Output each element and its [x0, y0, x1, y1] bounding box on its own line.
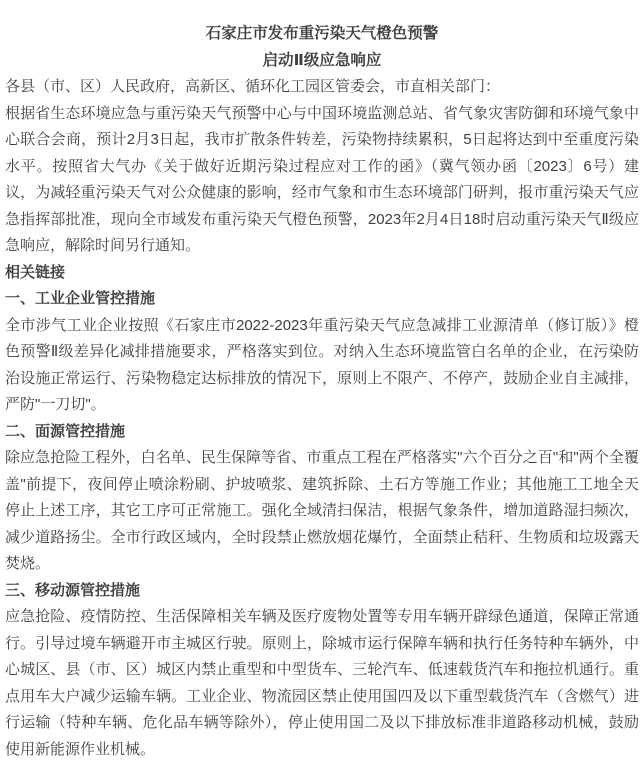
section-3-heading: 三、移动源管控措施: [5, 581, 141, 599]
section-2-heading: 二、面源管控措施: [5, 422, 126, 440]
salutation-line: 各县（市、区）人民政府，高新区、循环化工园区管委会，市直相关部门：: [5, 78, 501, 95]
section-1-body: 全市涉气工业企业按照《石家庄市2022-2023年重污染天气应急减排工业源清单（修订版）》橙色预警Ⅱ级差异化减排措施要求，严格落实到位。对纳入生态环境监管白名单的企业，在污染防治设施正常运行、污染物稳定达标排放的情况下，原则上不限产、不停产，鼓励企业自主减排，严防"一刀切"。: [5, 316, 639, 413]
related-links-heading: 相关链接: [5, 263, 66, 281]
section-2-body: 除应急抢险工程外，白名单、民生保障等省、市重点工程在严格落实"六个百分之百"和"两个全覆盖"前提下，夜间停止喷涂粉刷、护坡喷浆、建筑拆除、土石方等施工作业；其他施工工地全天停止上述工序，其它工序可正常施工。强化全域清扫保洁，根据气象条件，增加道路湿扫频次，减少道路扬尘。全市行政区域内，全时段禁止燃放烟花爆竹，全面禁止秸秆、生物质和垃圾露天焚烧。: [5, 449, 639, 572]
intro-paragraph: 根据省生态环境应急与重污染天气预警中心与中国环境监测总站、省气象灾害防御和环境气象中心联合会商，预计2月3日起，我市扩散条件转差，污染物持续累积，5日起将达到中至重度污染水平。按照省大气办《关于做好近期污染过程应对工作的函》（冀气领办函〔2023〕6号）建议，为减轻重污染天气对公众健康的影响，经市气象和市生态环境部门研判，报市重污染天气应急指挥部批准，现向全市域发布重污染天气橙色预警，2023年2月4日18时启动重污染天气Ⅱ级应急响应，解除时间另行通知。: [5, 104, 639, 254]
document-title-line1: 石家庄市发布重污染天气橙色预警: [205, 25, 439, 42]
section-1-heading: 一、工业企业管控措施: [5, 290, 156, 307]
document-title-line2: 启动Ⅱ级应急响应: [262, 51, 382, 69]
section-3-body: 应急抢险、疫情防控、生活保障相关车辆及医疗废物处置等专用车辆开辟绿色通道，保障正常通行。引导过境车辆避开市主城区行驶。原则上，除城市运行保障车辆和执行任务特种车辆外，中心城区、县（市、区）城区内禁止重型和中型货车、三轮汽车、低速载货汽车和拖拉机通行。重点用车大户减少运输车辆。工业企业、物流园区禁止使用国四及以下重型载货汽车（含燃气）进行运输（特种车辆、危化品车辆等除外），停止使用国二及以下排放标准非道路移动机械，鼓励使用新能源作业机械。: [5, 608, 639, 758]
